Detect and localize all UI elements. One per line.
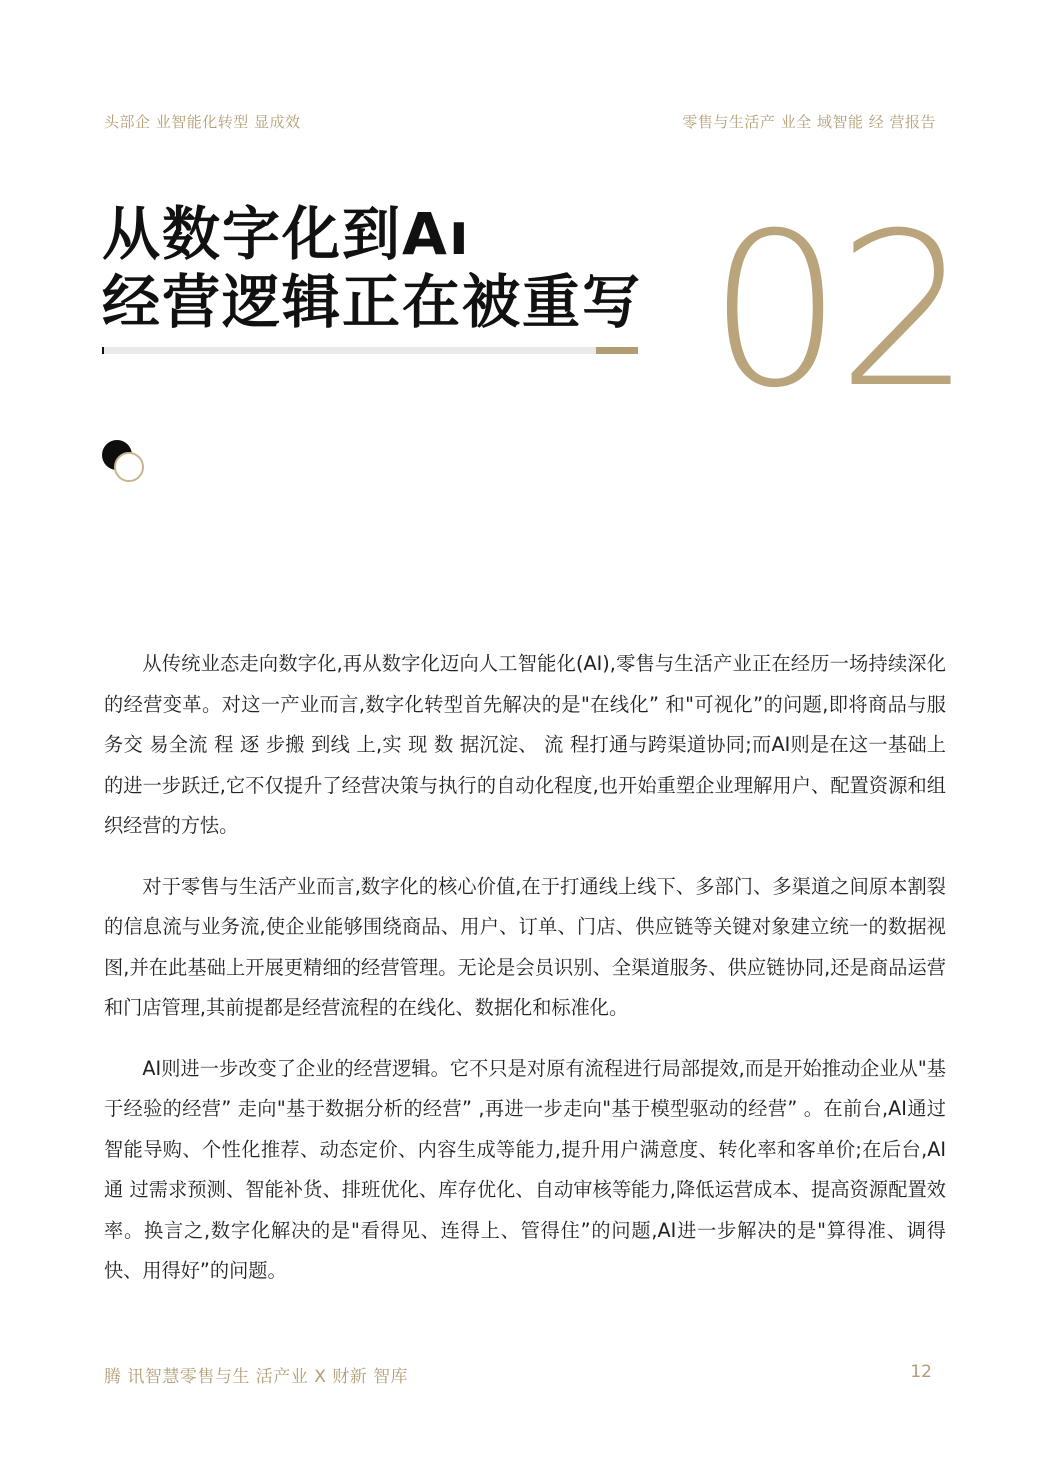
chapter-number: 02 bbox=[708, 187, 966, 434]
chapter-title-line-1: 从数字化到Aı bbox=[102, 200, 471, 268]
footer-publisher: 腾 讯智慧零售与生 活产业 X 财新 智库 bbox=[104, 1367, 409, 1387]
running-header-section: 头部企 业智能化转型 显成效 bbox=[104, 113, 301, 131]
page-number: 12 bbox=[910, 1362, 932, 1382]
running-header-report-title: 零售与生活产 业全 域智能 经 营报告 bbox=[682, 113, 936, 131]
body-paragraph-2: 对于零售与生活产业而言,数字化的核心价值,在于打通线上线下、多部门、多渠道之间原本割裂的信息流与业务流,使企业能够围绕商品、用户、订单、门店、供应链等关键对象建立统一的数据视图,并在此基础上开展更精细的经营管理。无论是会员识别、全渠道服务、供应链协同,还是商品运营和门店管理,其前提都是经营流程的在线化、数据化和标准化。 bbox=[104, 874, 946, 1019]
eclipse-decoration-icon bbox=[102, 440, 148, 486]
body-paragraph-3: AI则进一步改变了企业的经营逻辑。它不只是对原有流程进行局部提效,而是开始推动企业从"基于经验的经营” 走向"基于数据分析的经营” ,再进一步走向"基于模型驱动的经营” 。在前台,AI通过智能导购、个性化推荐、动态定价、内容生成等能力,提升用户满意度、转化率和客单价;在后台,AI通 过需求预测、智能补货、排班优化、库存优化、自动审核等能力,降低运营成本、提高资源配置效率。换言之,数字化解决的是"看得见、连得上、管得住”的问题,AI进一步解决的是"算得准、调得快、用得好”的问题。 bbox=[104, 1056, 946, 1282]
title-rule-track bbox=[104, 347, 596, 354]
title-underline-rule bbox=[102, 347, 638, 354]
light-circle-shape bbox=[114, 452, 144, 482]
body-paragraph-1: 从传统业态走向数字化,再从数字化迈向人工智能化(AI),零售与生活产业正在经历一场持续深化的经营变革。对这一产业而言,数字化转型首先解决的是"在线化” 和"可视化”的问题,即将商品与服 务交 易全流 程 逐 步搬 到线 上,实 现 数 据沉淀、 流 程打通与跨渠道协同;而AI则是在这一基础上的进一步跃迁,它不仅提升了经营决策与执行的自动化程度,也开始重塑企业理解用户、配置资源和组织经营的方怯。 bbox=[104, 652, 946, 837]
title-rule-accent bbox=[596, 347, 638, 354]
chapter-title bbox=[102, 200, 642, 336]
chapter-title-line-2: 经营逻辑正在被重写 bbox=[102, 268, 643, 336]
body-text bbox=[104, 644, 946, 1312]
